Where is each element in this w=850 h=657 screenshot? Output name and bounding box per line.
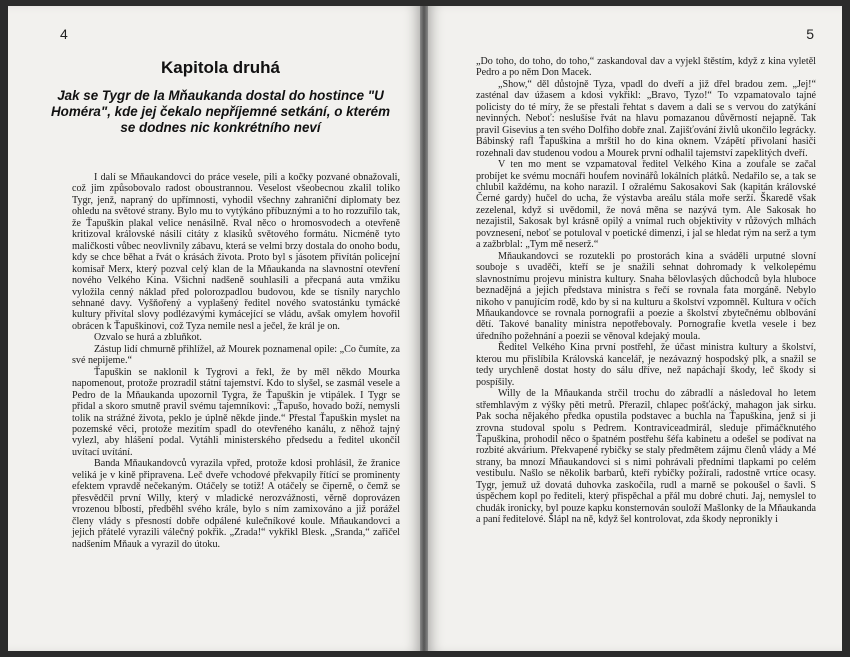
paragraph: Zástup lidí chmurně přihlížel, až Mourek poznamenal opile: „Co čumíte, za své nepijeme.“ [72,343,400,367]
page-number: 5 [806,26,814,42]
body-text [476,56,816,526]
book-gutter [420,6,428,651]
paragraph: Ťapuškin se naklonil k Tygrovi a řekl, že by měl někdo Mourka napomenout, protože prozradil státní tajemství. Kdo to slyšel, se zasmál vesele a Pedro de la Mňaukanda upozornil Tygra, že Ťapuškin je vtipálek. I Tygr se přidal a skoro smutně pravil svému tajemníkovi: „Ťapušo, hovado boží, nemysli tolik na strážné života, peklo je úplně někde jinde.“ Přestal Ťapuškin myslet na pozemské věci, protože mezitím spadl do otevřeného kanálu, z něhož tajný vylezl, aby hlášení podal. Vytáhli ministerského předsedu a ředitel ukončil uvítací uvítání. [72,366,400,458]
paragraph: Banda Mňaukandovců vyrazila vpřed, protože kdosi prohlásil, že žranice veliká je v kině připravena. Leč dveře vchodové překvapily řítící se prominenty efektem vpravdě nečekaným. Otáčely se totiž! A otáčely se čiperně, o čemž se přesvědčil první Willy, který v mladické nerozvážnosti, věrně doprovázen vrozenou blbostí, předběhl svého krále, bylo s ním zamixováno a již porážel členy vlády s přesností dobře odpálené kulečníkové koule. Mňaukandovci a jejich přátelé vyrazili válečný pokřik. „Zrada!“ vykřikl Blesk. „Sranda,“ zařičel nadšením Mňauk a vyrazil do útoku. [72,458,400,550]
right-page [428,6,842,651]
paragraph: „Show,“ děl důstojně Tyza, vpadl do dveří a již dřel bradou zem. „Jej!“ zasténal dav úžasem a kdosi vykřikl: „Bravo, Tyzo!“ To vzpamatovalo tajné policisty do té míry, že se přestali řehtat s davem a dali se s vervou do zatýkání nevinných. Neboť: neslušíse řvát na hlavu pomazanou důvěrností nejapně. Tak pravil Gisevius a ten svého Dolfiho dobře znal. Zajišťování živlů ukončilo legrácky. Bábinský rafl Ťapuškina a mrštil ho do kina oknem. Vzápětí přivolaní hasiči rozehnali dav studenou vodou a Mourek první odhalil tajemství zapeklitých dveří. [476,78,816,159]
paragraph: Ozvalo se hurá a zbluňkot. [94,332,202,344]
chapter-subtitle: Jak se Tygr de la Mňaukanda dostal do hostince "U Homéra", kde jej čekalo nepříjemné setkání, o kterém se dodnes nic konkrétního neví [50,88,391,135]
book-spread [8,6,842,651]
paragraph: Willy de la Mňaukanda strčil trochu do zábradlí a následoval ho letem střemhlavým z výšky pěti metrů. Přerazil, chlapec pošťácký, mahagon jak sirku. Pak socha nějakého předka opustila podstavec a buchla na Ťapuškina, jenž si ji zrovna studoval spolu s Pedrem. Kontraviceadmirál, sleduje přimáčknutého Ťapuškina, prohodil něco o špatném postřehu šéfa kabinetu a odešel se podívat na rozbité akvárium. Překvapené rybičky se staly předmětem zájmu členů vlády a Mé strany, ba mnozí Mňaukandovci si s nimi pohrávali předními tlapkami po celém vestibulu. Našlo se několik barbarů, kteří rybičky požírali, radostně vrtíce ocasy. Tygr, jemuž už dovatá duhovka zaskočila, rudl a marně se pokoušel o šavli. S úspěchem kopl po řediteli, který přispěchal a přál mu dobré chuti. Jaj, nemyslel to chudák ironicky, byl pouze kapku konsternován souloží Mašlonky de la Mňaukanda a paní ředitelové. Šlápl na ně, když šel kontrolovat, zda škody nepronikly i [476,388,816,526]
page-number: 4 [60,26,68,42]
chapter-title: Kapitola druhá [160,58,280,77]
body-text [72,172,400,550]
paragraph: Mňaukandovci se rozutekli po prostorách kina a sváděli urputné slovní souboje s uvaděči, kteří se je snažili sehnat dohromady k velkolepému slavnostnímu projevu ministra kultury. Snaha bělovlasých důchodců byla hluboce beznadějná a jejich představa ministra s řečí se rovnala fata morgáně. Nebylo nikoho v panujícím rodě, kdo by si na kulturu a školství vzpomněl. Kultura v očích Mňaukandovce se rovnala pornografii a poezie a školství zbytečnému oblbování dětí. Takové banality ministra nepotřebovaly. Pornografie kvetla vesele i bez úředního požehnání a poezii se věnoval kdejaký moula. [476,250,816,342]
paragraph: „Do toho, do toho, do toho,“ zaskandoval dav a vyjekl štěstím, když z kina vyletěl Pedro a po něm Don Macek. [476,56,816,79]
paragraph: I dalí se Mňaukandovci do práce vesele, pili a kočky pozvané obnažovali, což jim způsobovalo radost oboustrannou. Veselost všeobecnou zkalil toliko Tygr, jenž, napraný do upřímnosti, vyhodil všechny zahraniční diplomaty bez ohledu na světové strany. Bylo mu to vytýkáno příbuznými a to ho rozzuřilo tak, že Ťapuškin plakal velice nenásilně. Rval něco o hromosvodech a otevřeně kritizoval královské násilí citáty z klasiků světového formátu. Nicméně tyto maličkosti vůbec neovlivnily zábavu, která se velmi brzy dostala do onoho bodu, kdy se chce běhat a řvát o krásách života. Proto byl s jásotem přivítán policejní komisař Merx, který pozval celý klan de la Mňaukanda na slavnostní otevření nového Velkého Kina. Všichni nadšeně souhlasili a přecpaná auta vmžiku vyložila cenný náklad před polorozpadlou budovou, kde se tísnily narychlo sehnané davy. Vyšňořený a vyplašený ředitel nového svatostánku tymácké kultury přivítal slovy podlézavými kymácející se vládu, avšak omylem hovořil obrácen k Ťapuškinovi, což Tyza nemile nesl a ječel, že král je on. [72,172,400,332]
left-page [8,6,420,651]
paragraph: Ředitel Velkého Kina první postřehl, že účast ministra kultury a školství, kterou mu přislíbila Královská kancelář, je nezávazný hospodský plk, a snažil se tedy urychleně dostat hosty do sálu dříve, než napáchají škody, leč škody si pospíšily. [476,342,816,388]
paragraph: V ten mo ment se vzpamatoval ředitel Velkého Kina a zoufale se začal probíjet ke svému mocnáři houfem novinářů lokálních plátků. Nedařilo se, a tak se chlubil každému, na koho narazil. I ožralému Sakosakovi Sak (kapitán královské Černé gardy) hučel do ucha, že výstavba areálu stála moře serží. Škaredě však zezelenal, když si uvědomil, že nová měna se nazývá tym. Ale Sakosak ho nezajistil, Sakosak byl krásně opilý a vnímal ruch objektivity v růžových mlhách povznesení, neboť se potuloval v poetické dimenzi, i jal se hledat rým na serž a tym a zažbrblal: „Tym mě neserž.“ [476,159,816,251]
